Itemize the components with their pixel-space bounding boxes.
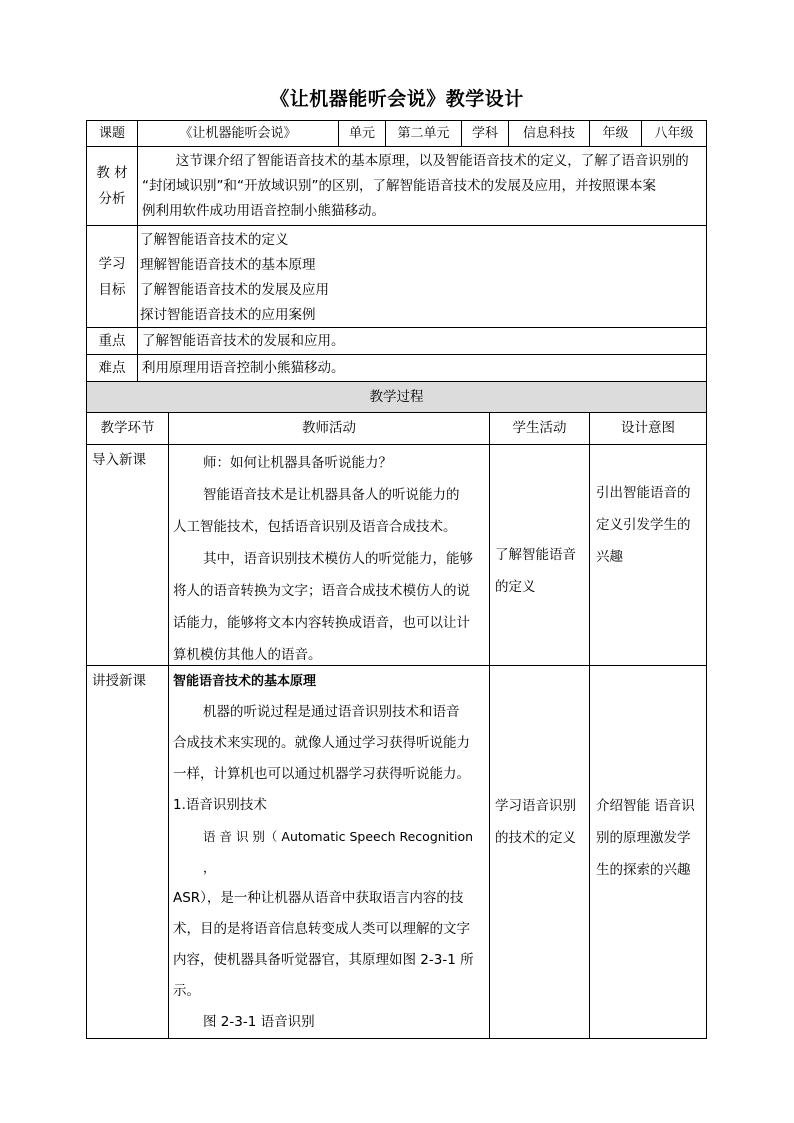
intro-stage: 导入新课 bbox=[86, 444, 169, 666]
course-label: 学科 bbox=[461, 120, 509, 147]
analysis-label-line1: 教 材 bbox=[96, 165, 128, 181]
intro-teacher-activity bbox=[168, 444, 490, 666]
process-heading: 教学过程 bbox=[86, 381, 707, 413]
lecture-teacher-line: 术，目的是将语音信息转变成人类可以理解的文字 bbox=[173, 921, 470, 937]
lecture-teacher-line: 机器的听说过程是通过语音识别技术和语音 bbox=[203, 704, 460, 720]
lecture-teacher-line: ASR），是一种让机器从语音中获取语言内容的技 bbox=[173, 890, 464, 906]
intro-student-line: 了解智能语音 bbox=[495, 547, 576, 563]
intro-teacher-line: 智能语音技术是让机器具备人的听说能力的 bbox=[203, 487, 460, 503]
figure-caption: 图 2-3-1 语音识别 bbox=[203, 1014, 315, 1030]
key-point-label: 重点 bbox=[86, 327, 138, 355]
objectives-label bbox=[86, 225, 138, 328]
objectives-list bbox=[137, 225, 707, 328]
lecture-stage: 讲授新课 bbox=[86, 665, 169, 1039]
objective-item: 探讨智能语音技术的应用案例 bbox=[140, 307, 316, 323]
lecture-teacher-activity bbox=[168, 665, 490, 1039]
lecture-intent-line: 别的原理激发学 bbox=[596, 830, 691, 846]
analysis-line: 这节课介绍了智能语音技术的基本原理，以及智能语音技术的定义，了解了语音识别的 bbox=[175, 153, 689, 169]
course-value: 信息科技 bbox=[508, 120, 590, 147]
intro-teacher-line: 人工智能技术，包括语音识别及语音合成技术。 bbox=[173, 519, 457, 535]
intro-teacher-line: 其中，语音识别技术模仿人的听觉能力，能够 bbox=[203, 551, 473, 567]
lecture-student-line: 的技术的定义 bbox=[495, 830, 576, 846]
intro-student-activity bbox=[489, 444, 590, 666]
intro-student-line: 的定义 bbox=[495, 579, 536, 595]
analysis-text bbox=[137, 146, 707, 226]
intro-intent-line: 引出智能语音的 bbox=[596, 485, 691, 501]
lecture-teacher-line: 一样，计算机也可以通过机器学习获得听说能力。 bbox=[173, 766, 470, 782]
lecture-teacher-line: 1.语音识别技术 bbox=[173, 797, 267, 813]
objective-item: 理解智能语音技术的基本原理 bbox=[140, 257, 316, 273]
objective-item: 了解智能语音技术的发展及应用 bbox=[140, 282, 329, 298]
analysis-line: “封闭域识别”和“开放域识别”的区别，了解智能语音技术的发展及应用，并按照课本案 bbox=[142, 178, 656, 194]
column-header-teacher: 教师活动 bbox=[168, 412, 490, 445]
intro-teacher-line: 算机模仿其他人的语音。 bbox=[173, 647, 322, 663]
lecture-intent-line: 生的探索的兴趣 bbox=[596, 862, 691, 878]
analysis-label bbox=[86, 146, 138, 226]
analysis-label-line2: 分析 bbox=[98, 191, 126, 207]
lecture-heading: 智能语音技术的基本原理 bbox=[173, 674, 317, 689]
analysis-line: 例利用软件成功用语音控制小熊猫移动。 bbox=[142, 203, 385, 219]
difficulty-text: 利用原理用语音控制小熊猫移动。 bbox=[137, 354, 707, 382]
objective-item: 了解智能语音技术的定义 bbox=[140, 232, 289, 248]
column-header-intent: 设计意图 bbox=[589, 412, 707, 445]
objectives-label-line2: 目标 bbox=[98, 281, 126, 298]
subject-value: 《让机器能听会说》 bbox=[137, 120, 339, 147]
intro-intent-line: 兴趣 bbox=[596, 549, 623, 565]
lecture-teacher-line: 内容，使机器具备听觉器官，其原理如图 2-3-1 所 bbox=[173, 952, 474, 968]
subject-label: 课题 bbox=[86, 120, 138, 147]
page-title: 《让机器能听会说》教学设计 bbox=[270, 88, 524, 110]
grade-value: 八年级 bbox=[641, 120, 707, 147]
intro-teacher-line: 话能力，能够将文本内容转换成语音，也可以让计 bbox=[173, 615, 470, 631]
intro-design-intent bbox=[589, 444, 707, 666]
objectives-label-line1: 学习 bbox=[98, 255, 126, 272]
lecture-teacher-line: 合成技术来实现的。就像人通过学习获得听说能力 bbox=[173, 735, 470, 751]
difficulty-label: 难点 bbox=[86, 354, 138, 382]
lecture-design-intent bbox=[589, 665, 707, 1039]
lecture-teacher-line: 示。 bbox=[173, 983, 200, 999]
column-header-stage: 教学环节 bbox=[86, 412, 169, 445]
column-header-student: 学生活动 bbox=[489, 412, 590, 445]
lecture-student-line: 学习语音识别 bbox=[495, 798, 576, 814]
unit-value: 第二单元 bbox=[385, 120, 462, 147]
key-point-text: 了解智能语音技术的发展和应用。 bbox=[137, 327, 707, 355]
intro-teacher-line: 师：如何让机器具备听说能力？ bbox=[203, 455, 392, 471]
intro-intent-line: 定义引发学生的 bbox=[596, 517, 691, 533]
unit-label: 单元 bbox=[338, 120, 386, 147]
lecture-intent-line: 介绍智能 语音识 bbox=[596, 798, 695, 814]
lecture-student-activity bbox=[489, 665, 590, 1039]
intro-teacher-line: 将人的语音转换为文字；语音合成技术模仿人的说 bbox=[173, 583, 470, 599]
grade-label: 年级 bbox=[589, 120, 642, 147]
lecture-teacher-line: 语 音 识 别（ Automatic Speech Recognition ， bbox=[203, 829, 474, 875]
